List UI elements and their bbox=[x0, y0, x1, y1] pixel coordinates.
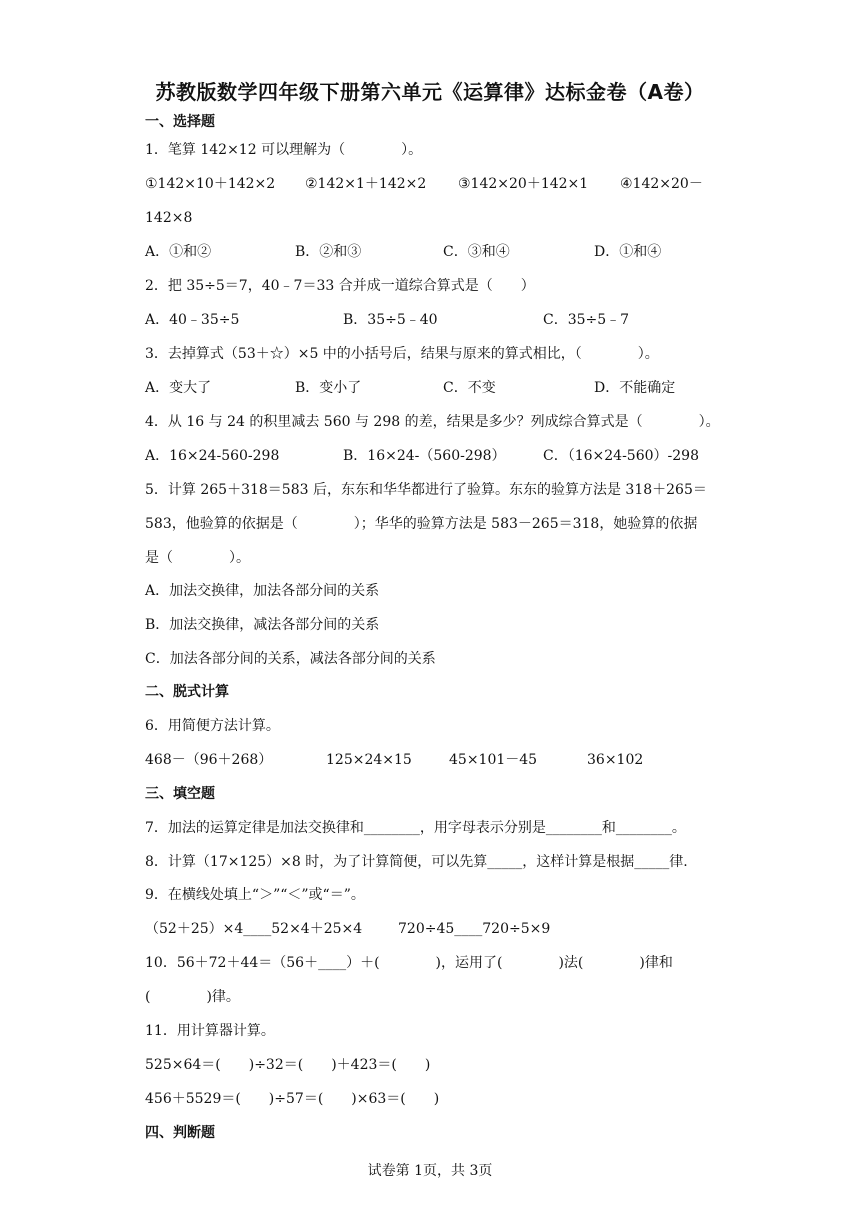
q1-option-4: ④142×20－ bbox=[620, 176, 703, 192]
q3-choice-b: B．变小了 bbox=[295, 380, 362, 396]
question-5-line-1: 5．计算 265＋318＝583 后，东东和华华都进行了验算。东东的验算方法是 318＋265＝ bbox=[145, 482, 707, 498]
question-2-stem: 2．把 35÷5＝7，40﹣7＝33 合并成一道综合算式是（ ） bbox=[145, 278, 535, 294]
section-heading-choice: 一、选择题 bbox=[145, 114, 215, 130]
question-8: 8．计算（17×125）×8 时，为了计算简便，可以先算_____，这样计算是根据_____律. bbox=[145, 854, 688, 870]
exam-title: 苏教版数学四年级下册第六单元《运算律》达标金卷（A卷） bbox=[155, 80, 705, 104]
q6-item-2: 125×24×15 bbox=[326, 752, 412, 768]
question-10-line-2: ( )律。 bbox=[145, 989, 240, 1005]
q4-choice-b: B．16×24-（560-298） bbox=[343, 448, 506, 464]
q2-choice-b: B．35÷5﹣40 bbox=[343, 312, 438, 328]
section-heading-judgement: 四、判断题 bbox=[145, 1125, 215, 1141]
q5-choice-b: B．加法交换律，减法各部分间的关系 bbox=[145, 617, 380, 633]
question-11-line-1: 525×64＝( )÷32＝( )＋423＝( ) bbox=[145, 1057, 431, 1073]
q6-item-4: 36×102 bbox=[587, 752, 644, 768]
question-10-line-1: 10．56＋72＋44＝（56＋____）＋( )，运用了( )法( )律和 bbox=[145, 955, 673, 971]
page-footer: 试卷第 1页，共 3页 bbox=[367, 1163, 493, 1179]
question-3-stem: 3．去掉算式（53＋☆）×5 中的小括号后，结果与原来的算式相比，（ ）。 bbox=[145, 346, 659, 362]
q1-choice-a: A．①和② bbox=[145, 244, 212, 260]
section-heading-calculation: 二、脱式计算 bbox=[145, 684, 229, 700]
q6-item-1: 468－（96＋268） bbox=[145, 752, 273, 768]
q2-choice-c: C．35÷5﹣7 bbox=[543, 312, 630, 328]
question-5-line-3: 是（ ）。 bbox=[145, 550, 250, 566]
question-7: 7．加法的运算定律是加法交换律和________，用字母表示分别是________和________。 bbox=[145, 820, 686, 836]
q1-choice-b: B．②和③ bbox=[295, 244, 362, 260]
q1-option-4-continued: 142×8 bbox=[145, 210, 193, 226]
q3-choice-a: A．变大了 bbox=[145, 380, 212, 396]
q5-choice-a: A．加法交换律，加法各部分间的关系 bbox=[145, 583, 380, 599]
q1-option-2: ②142×1＋142×2 bbox=[305, 176, 427, 192]
q1-option-3: ③142×20＋142×1 bbox=[458, 176, 589, 192]
q6-item-3: 45×101－45 bbox=[449, 752, 538, 768]
q5-choice-c: C．加法各部分间的关系，减法各部分间的关系 bbox=[145, 651, 436, 667]
q3-choice-c: C．不变 bbox=[443, 380, 496, 396]
q4-choice-a: A．16×24-560-298 bbox=[145, 448, 280, 464]
question-4-stem: 4．从 16 与 24 的积里减去 560 与 298 的差，结果是多少？列成综合算式是（ ）。 bbox=[145, 414, 720, 430]
question-9-stem: 9．在横线处填上“＞”“＜”或“＝”。 bbox=[145, 887, 365, 903]
q2-choice-a: A．40﹣35÷5 bbox=[145, 312, 240, 328]
question-11-line-2: 456＋5529＝( )÷57＝( )×63＝( ) bbox=[145, 1091, 440, 1107]
question-11-stem: 11．用计算器计算。 bbox=[145, 1023, 275, 1039]
q9-item-1: （52＋25）×4____52×4＋25×4 bbox=[145, 921, 363, 937]
question-5-line-2: 583，他验算的依据是（ ）；华华的验算方法是 583－265＝318，她验算的依据 bbox=[145, 516, 698, 532]
q1-option-1: ①142×10＋142×2 bbox=[145, 176, 276, 192]
section-heading-fill-blank: 三、填空题 bbox=[145, 786, 215, 802]
question-1-stem: 1．笔算 142×12 可以理解为（ ）。 bbox=[145, 142, 423, 158]
q1-choice-d: D．①和④ bbox=[594, 244, 662, 260]
question-6-stem: 6．用简便方法计算。 bbox=[145, 718, 280, 734]
q4-choice-c: C．（16×24-560）-298 bbox=[543, 448, 699, 464]
q3-choice-d: D．不能确定 bbox=[594, 380, 676, 396]
q1-choice-c: C．③和④ bbox=[443, 244, 510, 260]
q9-item-2: 720÷45____720÷5×9 bbox=[398, 921, 551, 937]
